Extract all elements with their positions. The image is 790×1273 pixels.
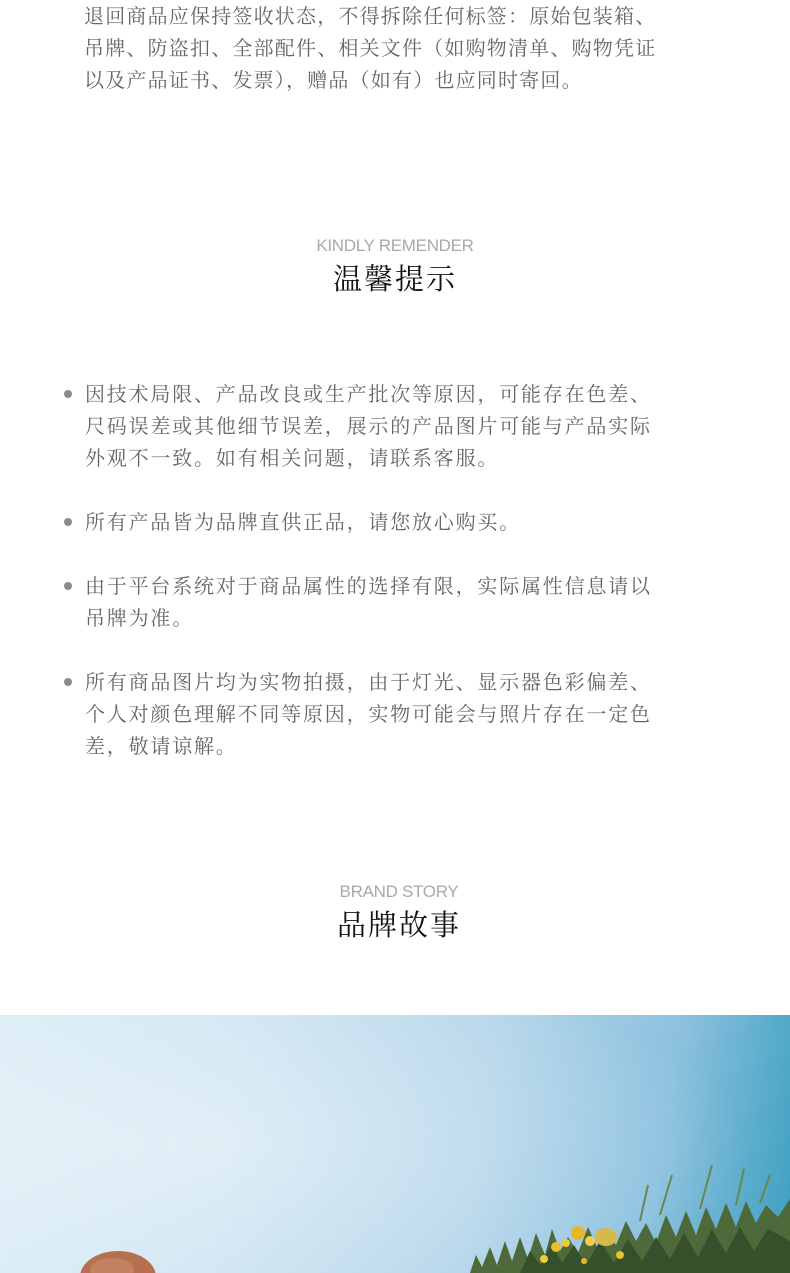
bullet-dot-icon [64, 582, 72, 590]
reminder-item-photos [60, 666, 740, 762]
return-policy-line: 以及产品证书、发票），赠品（如有）也应同时寄回。 [84, 68, 583, 92]
reminder-item-authentic [60, 506, 740, 538]
brand-story-photo [0, 1015, 790, 1273]
reminder-line: 外观不一致。如有相关问题，请联系客服。 [85, 446, 500, 470]
reminder-line: 差，敬请谅解。 [85, 734, 238, 758]
bullet-dot-icon [64, 390, 72, 398]
reminder-line: 吊牌为准。 [85, 606, 194, 630]
reminder-item-color-size [60, 378, 740, 474]
reminder-heading-en: KINDLY REMENDER [316, 236, 474, 255]
bullet-dot-icon [64, 678, 72, 686]
reminder-line: 所有商品图片均为实物拍摄，由于灯光、显示器色彩偏差、 [85, 670, 652, 694]
bullet-dot-icon [64, 518, 72, 526]
reminder-section-heading [0, 236, 790, 298]
reminder-line: 因技术局限、产品改良或生产批次等原因，可能存在色差、 [85, 382, 652, 406]
return-policy-line: 吊牌、防盗扣、全部配件、相关文件（如购物清单、购物凭证 [84, 36, 657, 60]
reminder-list [60, 378, 740, 762]
reminder-heading-cn: 温馨提示 [332, 262, 457, 296]
reminder-item-attributes [60, 570, 740, 634]
reminder-line: 所有产品皆为品牌直供正品，请您放心购买。 [85, 510, 521, 534]
brand-photo-illustration [0, 1015, 790, 1273]
return-policy-line: 退回商品应保持签收状态，不得拆除任何标签：原始包装箱、 [84, 4, 657, 28]
reminder-line: 由于平台系统对于商品属性的选择有限，实际属性信息请以 [85, 574, 652, 598]
reminder-line: 个人对颜色理解不同等原因，实物可能会与照片存在一定色 [85, 702, 652, 726]
reminder-line: 尺码误差或其他细节误差，展示的产品图片可能与产品实际 [85, 414, 652, 438]
brand-story-heading-cn: 品牌故事 [336, 908, 461, 942]
brand-story-heading-en: BRAND STORY [339, 882, 459, 901]
brand-story-heading [4, 882, 790, 944]
return-policy-paragraph [84, 0, 724, 96]
